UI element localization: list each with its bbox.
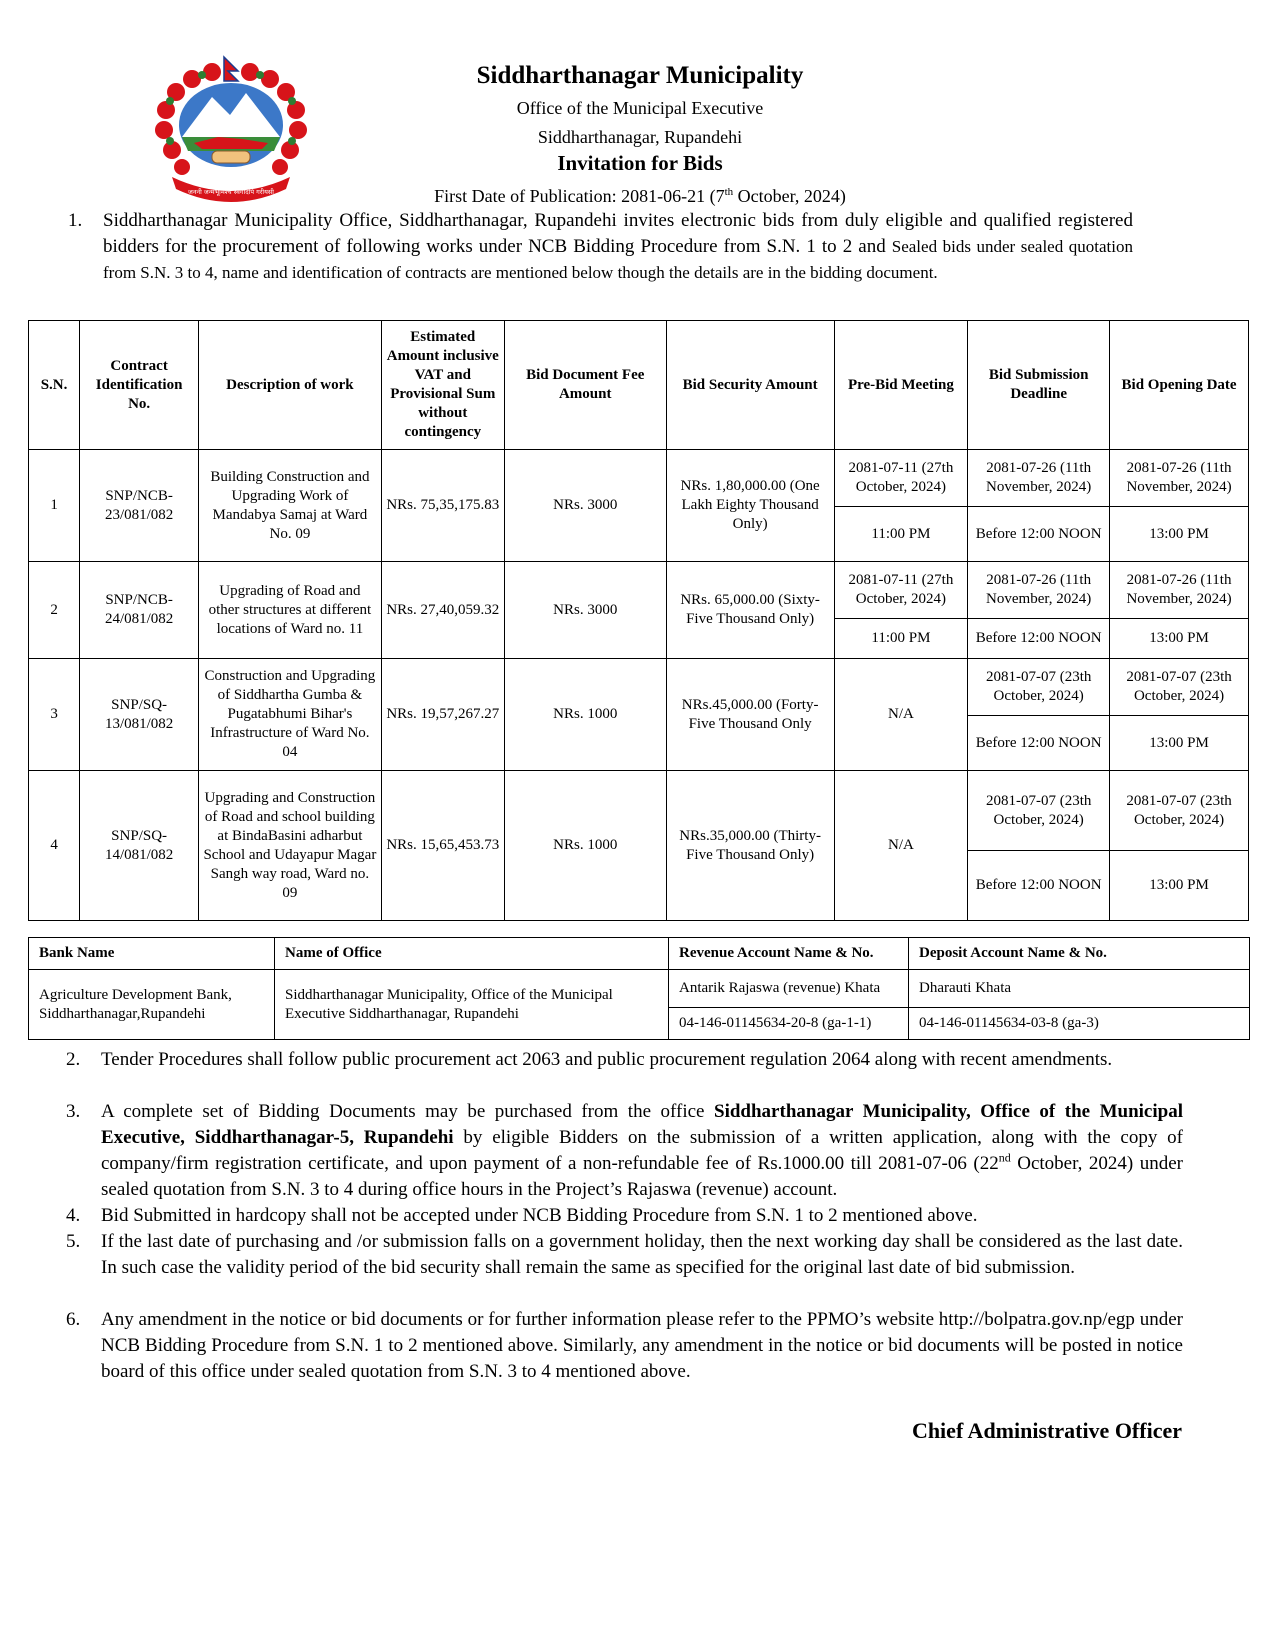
col-prebid: Pre-Bid Meeting: [834, 321, 968, 450]
table-cell: SNP/SQ-13/081/082: [80, 659, 199, 771]
para-number: 1.: [68, 210, 83, 231]
table-cell: NRs. 19,57,267.27: [381, 659, 504, 771]
paragraph-2: Tender Procedures shall follow public procurement act 2063 and public procurement regulation 2064 along with recent amendments.: [101, 1049, 1113, 1070]
table-cell: Before 12:00 NOON: [968, 507, 1110, 562]
table-cell: NRs. 1000: [504, 771, 666, 921]
col-submission: Bid Submission Deadline: [968, 321, 1110, 450]
table-header-row: [29, 321, 1249, 450]
table-cell: N/A: [834, 771, 968, 921]
table-row: [29, 450, 1249, 507]
col-estimated: Estimated Amount inclusive VAT and Provisional Sum without contingency: [381, 321, 504, 450]
col-opening: Bid Opening Date: [1110, 321, 1249, 450]
table-cell: 2081-07-11 (27th October, 2024): [834, 562, 968, 619]
table-cell: 2081-07-26 (11th November, 2024): [968, 450, 1110, 507]
table-cell: 2081-07-26 (11th November, 2024): [1110, 450, 1249, 507]
table-cell: NRs.35,000.00 (Thirty-Five Thousand Only): [666, 771, 834, 921]
revenue-no: 04-146-01145634-20-8 (ga-1-1): [669, 1008, 909, 1040]
table-cell: SNP/NCB-23/081/082: [80, 450, 199, 562]
table-row: [29, 659, 1249, 716]
para-number: 5.: [66, 1231, 81, 1252]
signature-title: Chief Administrative Officer: [911, 1418, 1182, 1443]
table-cell: Upgrading of Road and other structures at different locations of Ward no. 11: [199, 562, 382, 659]
table-cell: 2081-07-26 (11th November, 2024): [968, 562, 1110, 619]
nepal-emblem-icon: [142, 55, 320, 205]
revenue-name: Antarik Rajaswa (revenue) Khata: [669, 970, 909, 1008]
table-cell: 13:00 PM: [1110, 851, 1249, 921]
page-title: Siddharthanagar Municipality: [476, 62, 804, 89]
office-location: Siddharthanagar, Rupandehi: [537, 127, 743, 147]
table-cell: NRs. 3000: [504, 562, 666, 659]
table-cell: Building Construction and Upgrading Work of Mandabya Samaj at Ward No. 09: [199, 450, 382, 562]
paragraph-5: If the last date of purchasing and /or submission falls on a government holiday, then the next working day shall be considered as the last date. In such case the validity period of the bid security shall remain the same as specified for the original last date of bid submission.: [101, 1231, 1183, 1278]
table-cell: NRs. 75,35,175.83: [381, 450, 504, 562]
paragraph-3: A complete set of Bidding Documents may be purchased from the office Siddharthanagar Municipality, Office of the Municipal Executive, Siddharthanagar-5, Rupandehi by eligible Bidders on the submission of a written application, along with the copy of company/firm registration certificate, and upon payment of a non-refundable fee of Rs.1000.00 till 2081-07-06 (22nd October, 2024) under sealed quotation from S.N. 3 to 4 during office hours in the Project’s Rajaswa (revenue) account.: [101, 1101, 1183, 1200]
col-doc-fee: Bid Document Fee Amount: [504, 321, 666, 450]
table-cell: 2081-07-26 (11th November, 2024): [1110, 562, 1249, 619]
table-cell: NRs. 27,40,059.32: [381, 562, 504, 659]
table-cell: Before 12:00 NOON: [968, 851, 1110, 921]
table-cell: NRs. 1,80,000.00 (One Lakh Eighty Thousand Only): [666, 450, 834, 562]
para-number: 2.: [66, 1049, 81, 1070]
table-row: [29, 562, 1249, 619]
table-cell: Before 12:00 NOON: [968, 716, 1110, 771]
col-security: Bid Security Amount: [666, 321, 834, 450]
col-office-name: Name of Office: [275, 938, 669, 970]
col-revenue: Revenue Account Name & No.: [669, 938, 909, 970]
table-cell: Before 12:00 NOON: [968, 619, 1110, 659]
table-cell: 2: [29, 562, 80, 659]
office-name: Office of the Municipal Executive: [516, 98, 764, 118]
table-cell: Upgrading and Construction of Road and school building at BindaBasini adharbut School and Udayapur Magar Sangh way road, Ward no. 09: [199, 771, 382, 921]
paragraph-1: Siddharthanagar Municipality Office, Siddharthanagar, Rupandehi invites electronic bids from duly eligible and qualified registered bidders for the procurement of following works under NCB Bidding Procedure from S.N. 1 to 2 and Sealed bids under sealed quotation from S.N. 3 to 4, name and identification of contracts are mentioned below though the details are in the bidding document.: [103, 210, 1133, 282]
bids-table: [28, 320, 1249, 921]
table-cell: 1: [29, 450, 80, 562]
table-cell: 2081-07-07 (23th October, 2024): [968, 659, 1110, 716]
table-cell: 2081-07-11 (27th October, 2024): [834, 450, 968, 507]
paragraph-6: Any amendment in the notice or bid documents or for further information please refer to the PPMO’s website http://bolpatra.gov.np/egp under NCB Bidding Procedure from S.N. 1 to 2 mentioned above. Similarly, any amendment in the notice or bid documents will be posted in notice board of this office under sealed quotation from S.N. 3 to 4 mentioned above.: [101, 1309, 1183, 1382]
table-cell: NRs. 1000: [504, 659, 666, 771]
para-number: 4.: [66, 1205, 81, 1226]
para-number: 3.: [66, 1101, 81, 1122]
table-cell: 2081-07-07 (23th October, 2024): [1110, 771, 1249, 851]
deposit-no: 04-146-01145634-03-8 (ga-3): [909, 1008, 1250, 1040]
bank-name: Agriculture Development Bank, Siddharthanagar,Rupandehi: [29, 970, 275, 1040]
para-number: 6.: [66, 1309, 81, 1330]
col-deposit: Deposit Account Name & No.: [909, 938, 1250, 970]
bank-table: [28, 937, 1250, 1040]
table-cell: NRs.45,000.00 (Forty-Five Thousand Only: [666, 659, 834, 771]
paragraph-4: Bid Submitted in hardcopy shall not be accepted under NCB Bidding Procedure from S.N. 1 to 2 mentioned above.: [101, 1205, 978, 1226]
table-cell: NRs. 15,65,453.73: [381, 771, 504, 921]
table-cell: 2081-07-07 (23th October, 2024): [1110, 659, 1249, 716]
bank-row: [29, 970, 1250, 1008]
table-cell: 3: [29, 659, 80, 771]
table-cell: 11:00 PM: [834, 619, 968, 659]
deposit-name: Dharauti Khata: [909, 970, 1250, 1008]
emblem-motto: जननी जन्मभूमिश्च स्वर्गादपि गरीयसी: [188, 188, 274, 196]
table-cell: SNP/SQ-14/081/082: [80, 771, 199, 921]
table-cell: 4: [29, 771, 80, 921]
table-cell: SNP/NCB-24/081/082: [80, 562, 199, 659]
publication-date: First Date of Publication: 2081-06-21 (7th October, 2024): [434, 186, 846, 206]
col-contract: Contract Identification No.: [80, 321, 199, 450]
table-cell: NRs. 3000: [504, 450, 666, 562]
table-cell: 2081-07-07 (23th October, 2024): [968, 771, 1110, 851]
col-bank-name: Bank Name: [29, 938, 275, 970]
col-sn: S.N.: [29, 321, 80, 450]
table-cell: NRs. 65,000.00 (Sixty-Five Thousand Only): [666, 562, 834, 659]
table-cell: 13:00 PM: [1110, 619, 1249, 659]
office-account-name: Siddharthanagar Municipality, Office of the Municipal Executive Siddharthanagar, Rupandehi: [275, 970, 669, 1040]
bank-header-row: [29, 938, 1250, 970]
notice-title: Invitation for Bids: [557, 151, 723, 175]
table-cell: 11:00 PM: [834, 507, 968, 562]
table-cell: Construction and Upgrading of Siddhartha Gumba & Pugatabhumi Bihar's Infrastructure of Ward No. 04: [199, 659, 382, 771]
table-cell: 13:00 PM: [1110, 716, 1249, 771]
table-cell: N/A: [834, 659, 968, 771]
col-description: Description of work: [199, 321, 382, 450]
table-row: [29, 771, 1249, 851]
table-cell: 13:00 PM: [1110, 507, 1249, 562]
